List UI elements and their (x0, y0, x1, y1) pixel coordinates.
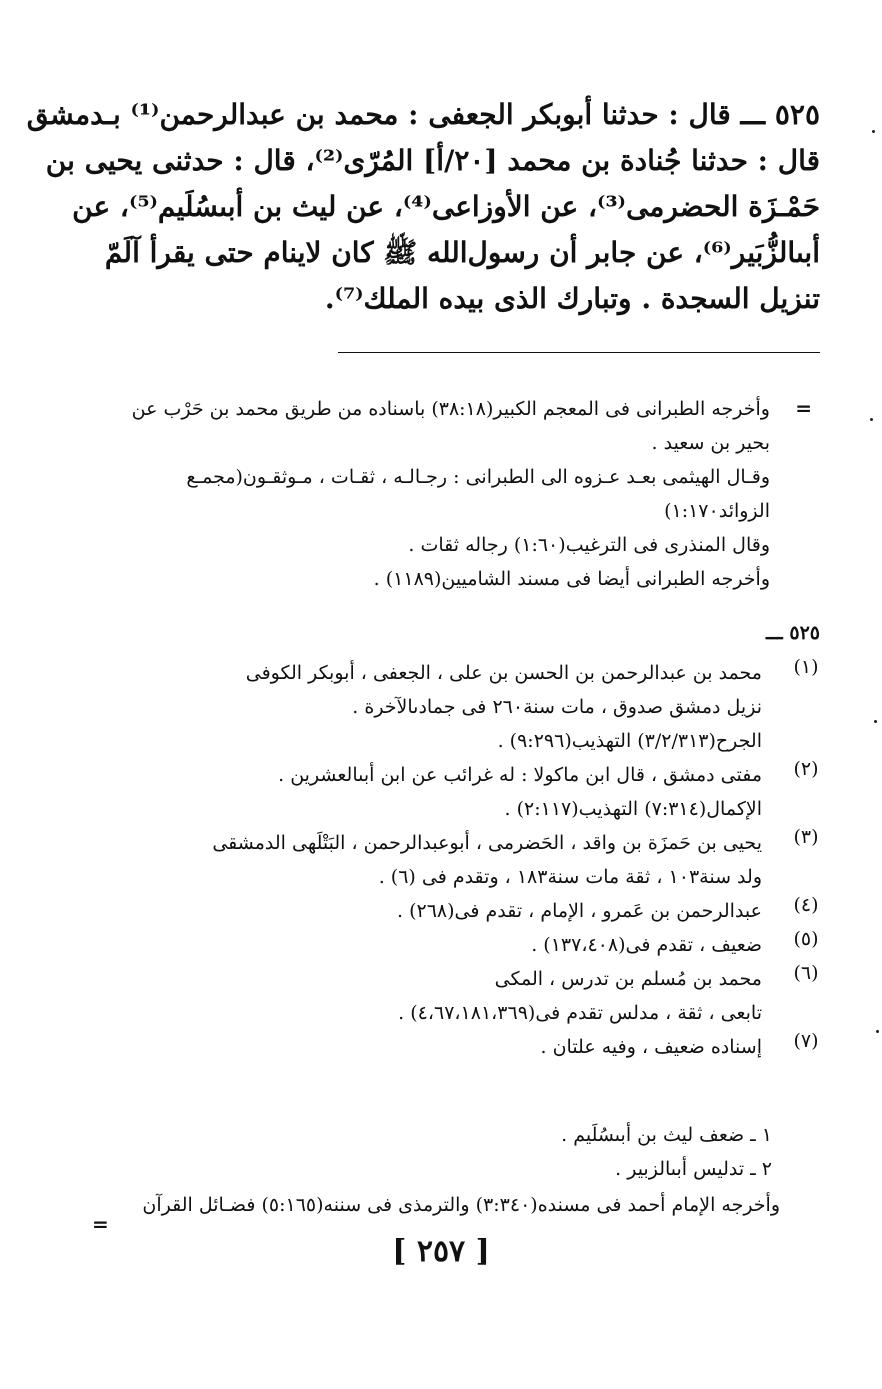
footnote-7 (124, 1030, 824, 1064)
footnote-line: إسناده ضعيف ، وفيه علتان . (540, 1036, 762, 1058)
footnote-line: مفتى دمشق ، قال ابن ماكولا : له غرائب عن ابن أبىالعشرين . (278, 764, 762, 786)
hadith-line: قال : حدثنا جُنادة بن محمد [٢٠/أ] المُرّى⁽²⁾، قال : حدثنى يحيى بن (45, 144, 820, 177)
footnote-5 (124, 928, 824, 962)
weakness-points (561, 1118, 772, 1186)
scan-speck (872, 130, 875, 133)
footnote-list (124, 656, 824, 1064)
closing-footnote-line: وأخرجه الإمام أحمد فى مسنده(٣:٣٤٠) والترمذى فى سننه(٥:١٦٥) فضـائل القرآن (142, 1194, 780, 1216)
hadith-line: حَمْـزَة الحضرمى⁽³⁾، عن الأوزاعى⁽⁴⁾، عن ليث بن أبىسُلَيم⁽⁵⁾، عن (72, 190, 820, 223)
footnote-number: (٢) (793, 758, 819, 780)
scan-speck (874, 720, 877, 723)
footnote-divider (338, 352, 820, 353)
footnote-line: الإكمال(٧:٣١٤) التهذيب(٢:١١٧) . (504, 798, 762, 820)
hadith-text (26, 92, 820, 322)
footnote-line: الزوائد١:١٧٠) (664, 500, 770, 522)
footnote-line: محمد بن مُسلم بن تدرس ، المكى (494, 968, 762, 990)
hadith-line: تنزيل السجدة . وتبارك الذى بيده الملك⁽⁷⁾. (324, 282, 820, 315)
footnote-number: (١) (793, 656, 819, 678)
footnote-line: الجرح(٣/٢/٣١٣) التهذيب(٩:٢٩٦) . (497, 730, 762, 752)
footnote-line: وأخرجه الطبرانى أيضا فى مسند الشاميين(١١٨٩) . (373, 568, 770, 590)
continued-footnote (120, 392, 770, 596)
footnote-3 (124, 826, 824, 894)
hadith-line: ٥٢٥ ـــ قال : حدثنا أبوبكر الجعفى : محمد بن عبدالرحمن⁽¹⁾ بـدمشق (26, 98, 820, 131)
list-item: ٢ ـ تدليس أبىالزبير . (615, 1158, 772, 1180)
section-label: ٥٢٥ ـــ (766, 622, 820, 644)
footnote-line: نزيل دمشق صدوق ، مات سنة٢٦٠ فى جمادىالآخرة . (352, 696, 762, 718)
continuation-mark: = (795, 396, 812, 420)
footnote-line: تابعى ، ثقة ، مدلس تقدم فى(٤،٦٧،١٨١،٣٦٩) . (398, 1002, 762, 1024)
scan-speck (870, 418, 873, 421)
footnote-line: بحير بن سعيد . (651, 432, 770, 454)
footnote-number: (٧) (793, 1030, 819, 1052)
footnote-line: ولد سنة١٠٣ ، ثقة مات سنة١٨٣ ، وتقدم فى (٦) . (378, 866, 762, 888)
footnote-6 (124, 962, 824, 1030)
page-number: [ ٢٥٧ ] (392, 1234, 490, 1269)
footnote-line: وأخرجه الطبرانى فى المعجم الكبير(٣٨:١٨) باسناده من طريق محمد بن حَرْب عن (131, 398, 770, 420)
footnote-line: يحيى بن حَمزَة بن واقد ، الحَضرمى ، أبوعبدالرحمن ، البَتْلَهى الدمشقى (212, 832, 762, 854)
footnote-1 (124, 656, 824, 758)
footnote-line: وقال المنذرى فى الترغيب(١:٦٠) رجاله ثقات . (408, 534, 770, 556)
footnote-number: (٥) (793, 928, 819, 950)
footnote-4 (124, 894, 824, 928)
footnote-line: ضعيف ، تقدم فى(١٣٧،٤٠٨) . (531, 934, 762, 956)
footnote-number: (٦) (793, 962, 819, 984)
footnote-line: وقـال الهيثمى بعـد عـزوه الى الطبرانى : رجـالـه ، ثقـات ، مـوثقـون(مجمـع (186, 466, 770, 488)
footnote-number: (٤) (793, 894, 819, 916)
continuation-mark: = (92, 1212, 109, 1236)
list-item: ١ ـ ضعف ليث بن أبىسُلَيم . (561, 1124, 772, 1146)
footnote-number: (٣) (793, 826, 819, 848)
footnote-line: عبدالرحمن بن عَمرو ، الإمام ، تقدم فى(٢٦٨) . (397, 900, 762, 922)
scan-speck (876, 1030, 879, 1033)
hadith-line: أبىالزُّبَير⁽⁶⁾، عن جابر أن رسول‌الله ﷺ كان لاينام حتى يقرأ آلَمّ (104, 236, 820, 269)
footnote-2 (124, 758, 824, 826)
footnote-line: محمد بن عبدالرحمن بن الحسن بن على ، الجعفى ، أبوبكر الكوفى (245, 662, 762, 684)
